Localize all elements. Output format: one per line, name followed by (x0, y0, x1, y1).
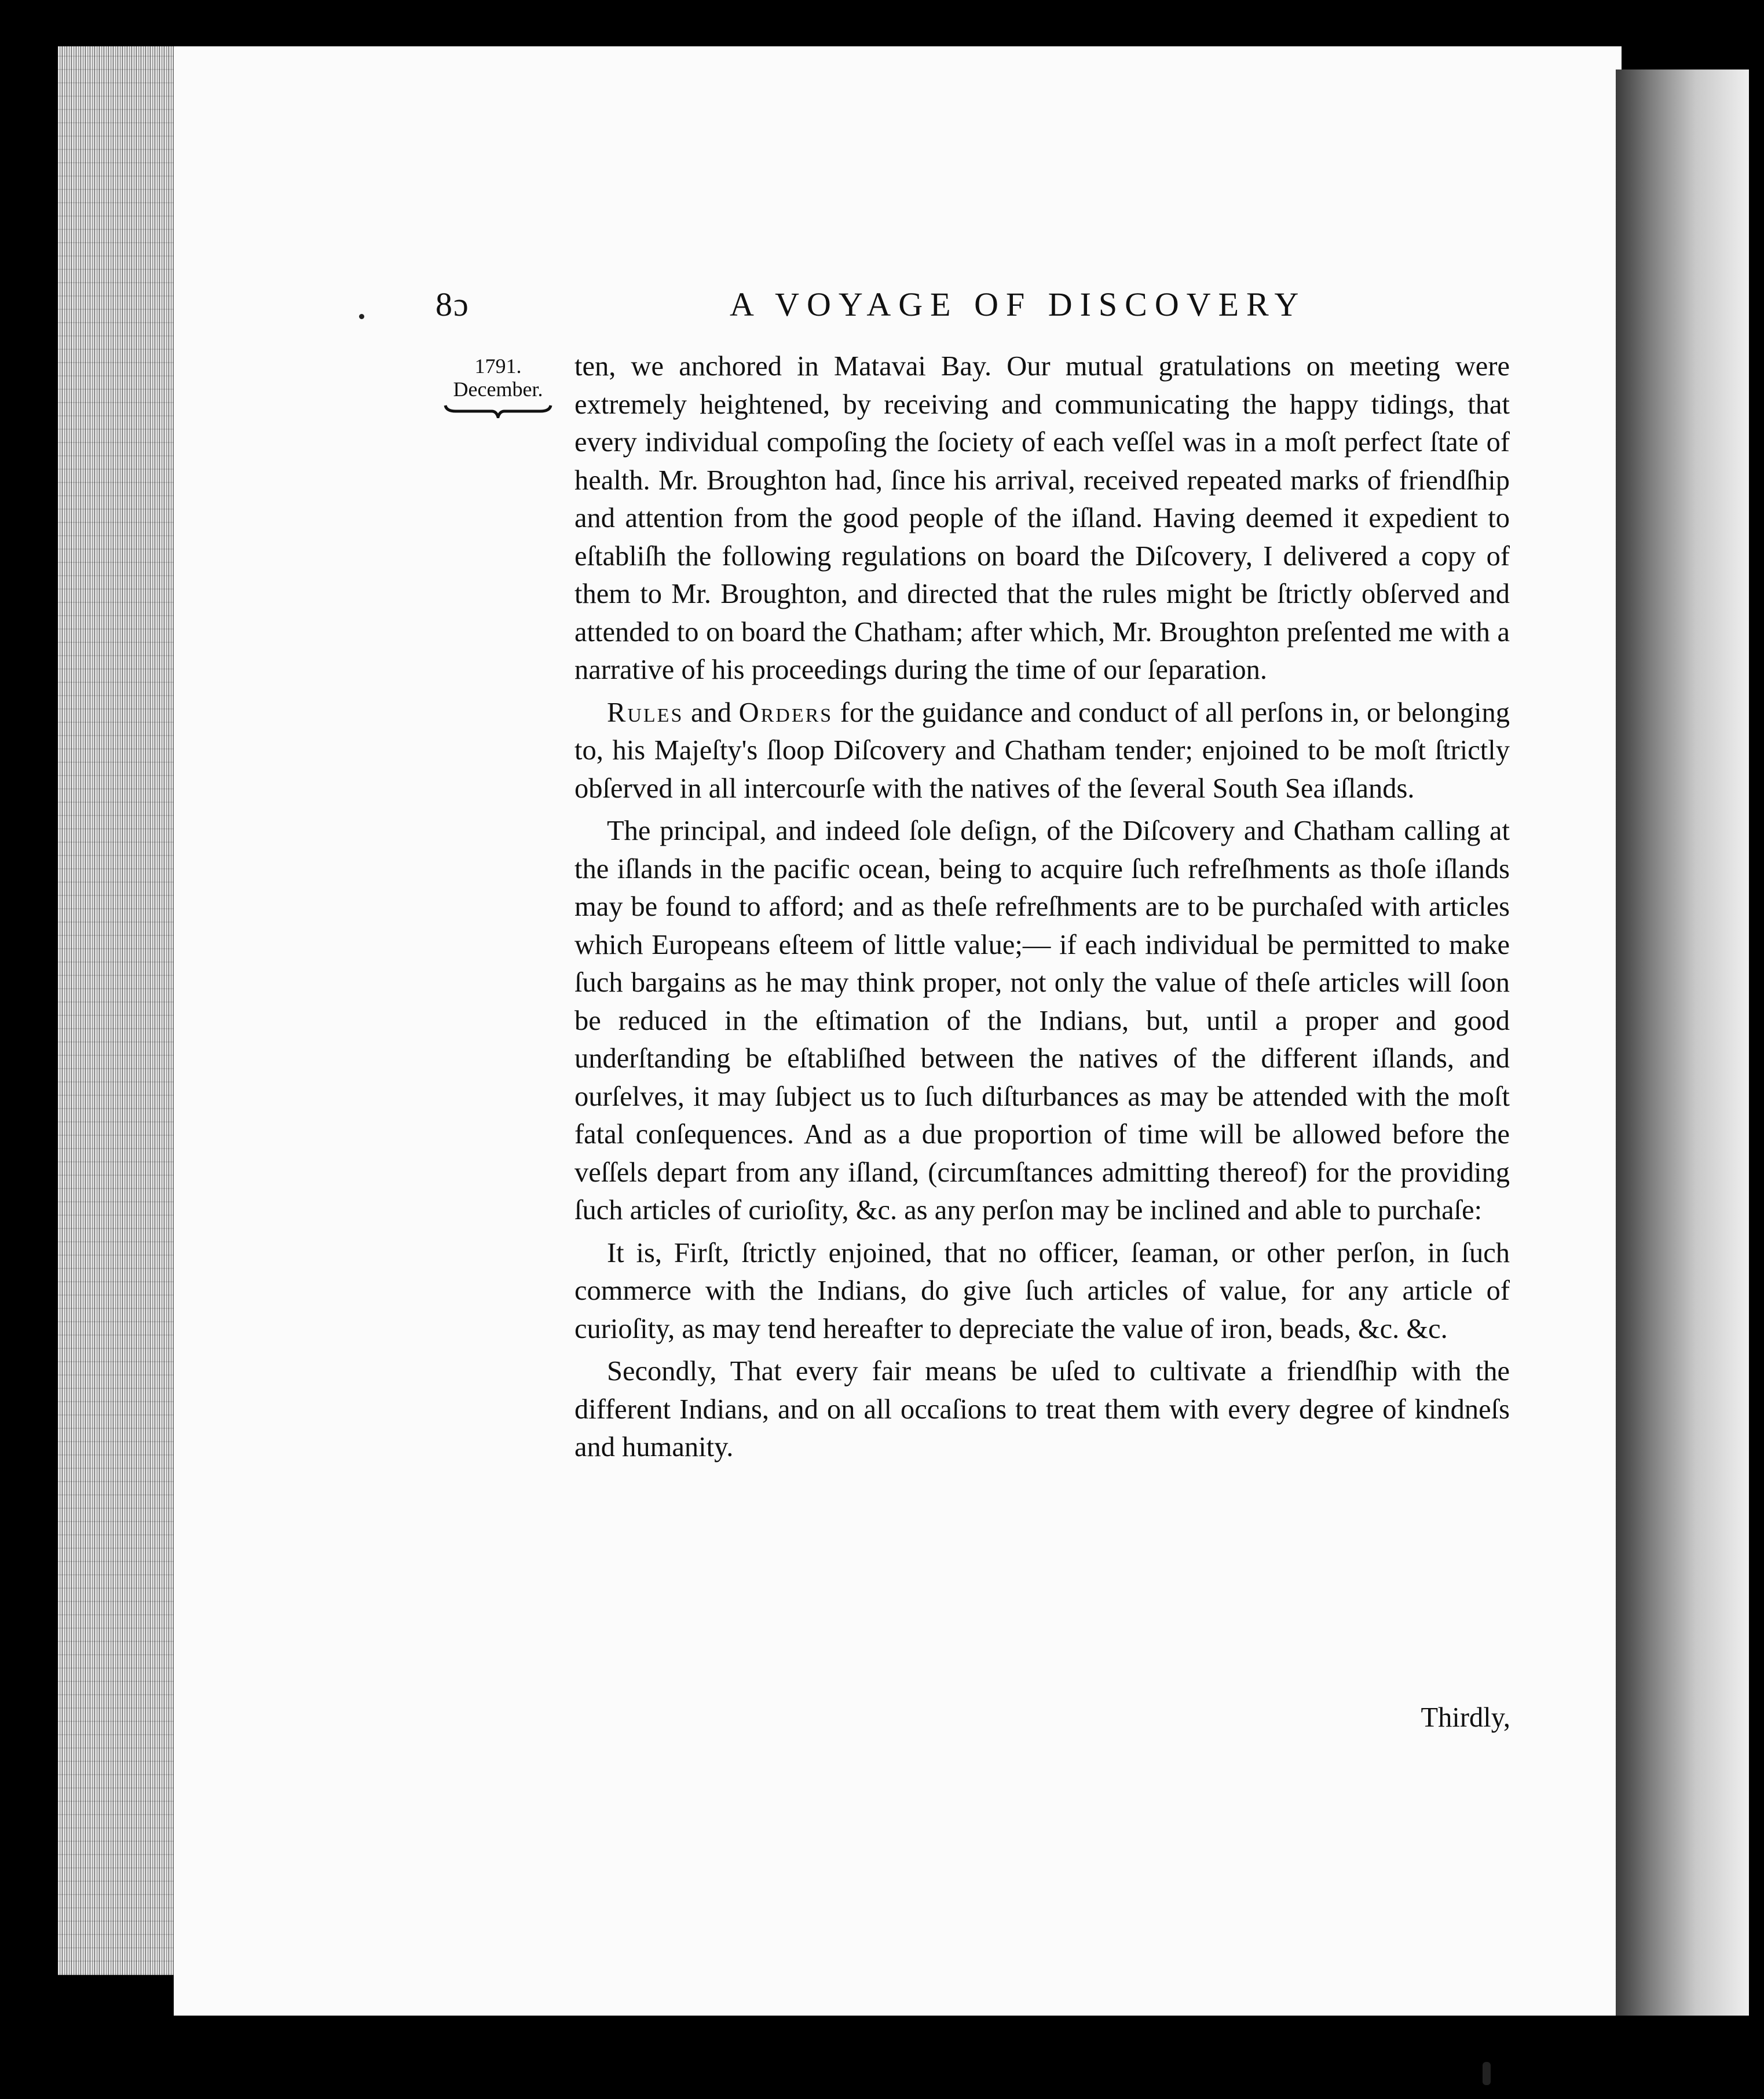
page-gutter-shadow (1616, 70, 1749, 2016)
running-title: A VOYAGE OF DISCOVERY (730, 286, 1306, 323)
paragraph-first-rule: It is, Firſt, ſtrictly enjoined, that no officer, ſeaman, or other perſon, in ſuch commerce with the Indians, do give ſuch articles of value, for any article of curioſity, as may tend hereafter to depreciate the value of iron, beads, &c. &c. (574, 1237, 1510, 1344)
body-text (574, 348, 1510, 1471)
page-header (0, 285, 1764, 331)
paragraph-second-rule: Secondly, That every fair means be uſed to cultivate a friendſhip with the different Indians, and on all occaſions to treat them with every degree of kindneſs and humanity. (574, 1356, 1510, 1462)
margin-month: December. (453, 378, 543, 401)
small-caps-rules: Rules (607, 697, 684, 728)
rules-title-text: for the guidance and conduct of all perſons in, or belonging to, his Majeſty's ſloop Diſcovery and Chatham tender; enjoined to be moſt ſtrictly obſerved in all intercourſe with the natives of the ſeveral South Sea iſlands. (574, 697, 1510, 804)
bottom-border (174, 2016, 1749, 2033)
ink-speck (359, 314, 364, 319)
margin-year: 1791. (474, 354, 522, 378)
paragraph-rules-heading (574, 694, 1510, 808)
paragraph-principal-design: The principal, and indeed ſole deſign, of the Diſcovery and Chatham calling at the iſlands in the pacific ocean, being to acquire ſuch refreſhments as thoſe iſlands may be found to afford; and as theſe refreſhments are to be purchaſed with articles which Europeans eſteem of little value;— if each individual be permitted to make ſuch bargains as he may think proper, not only the value of theſe articles will ſoon be reduced in the eſtimation of the Indians, but, until a proper and good underſtanding be eſtabliſhed between the natives of the different iſlands, and ourſelves, it may ſubject us to ſuch diſturbances as may be attended with the moſt fatal conſequences. And as a due proportion of time will be allowed before the veſſels depart from any iſland, (circumſtances admitting thereof) for the providing ſuch articles of curioſity, &c. as any perſon may be inclined and able to purchaſe: (574, 816, 1510, 1226)
page-edge-leaves (58, 46, 174, 1975)
small-caps-orders: Orders (738, 697, 833, 728)
brace-icon (443, 403, 553, 418)
margin-date-note (440, 354, 556, 418)
paragraph-continuation: ten, we anchored in Matavai Bay. Our mutual gratulations on meeting were extremely heightened, by receiving and communicating the happy tidings, that every individual compoſing the ſociety of each veſſel was in a moſt perfect ſtate of health. Mr. Broughton had, ſince his arrival, received repeated marks of friendſhip and attention from the good people of the iſland. Having deemed it expedient to eſtabliſh the following regulations on board the Diſcovery, I delivered a copy of them to Mr. Broughton, and directed that the rules might be ſtrictly obſerved and attended to on board the Chatham; after which, Mr. Broughton preſented me with a narrative of his proceedings during the time of our ſeparation. (574, 351, 1510, 685)
catchword: Thirdly, (1421, 1702, 1510, 1733)
page-number: 8ɔ (435, 286, 470, 323)
ink-speck (1483, 2062, 1491, 2085)
conjunction: and (683, 697, 739, 728)
